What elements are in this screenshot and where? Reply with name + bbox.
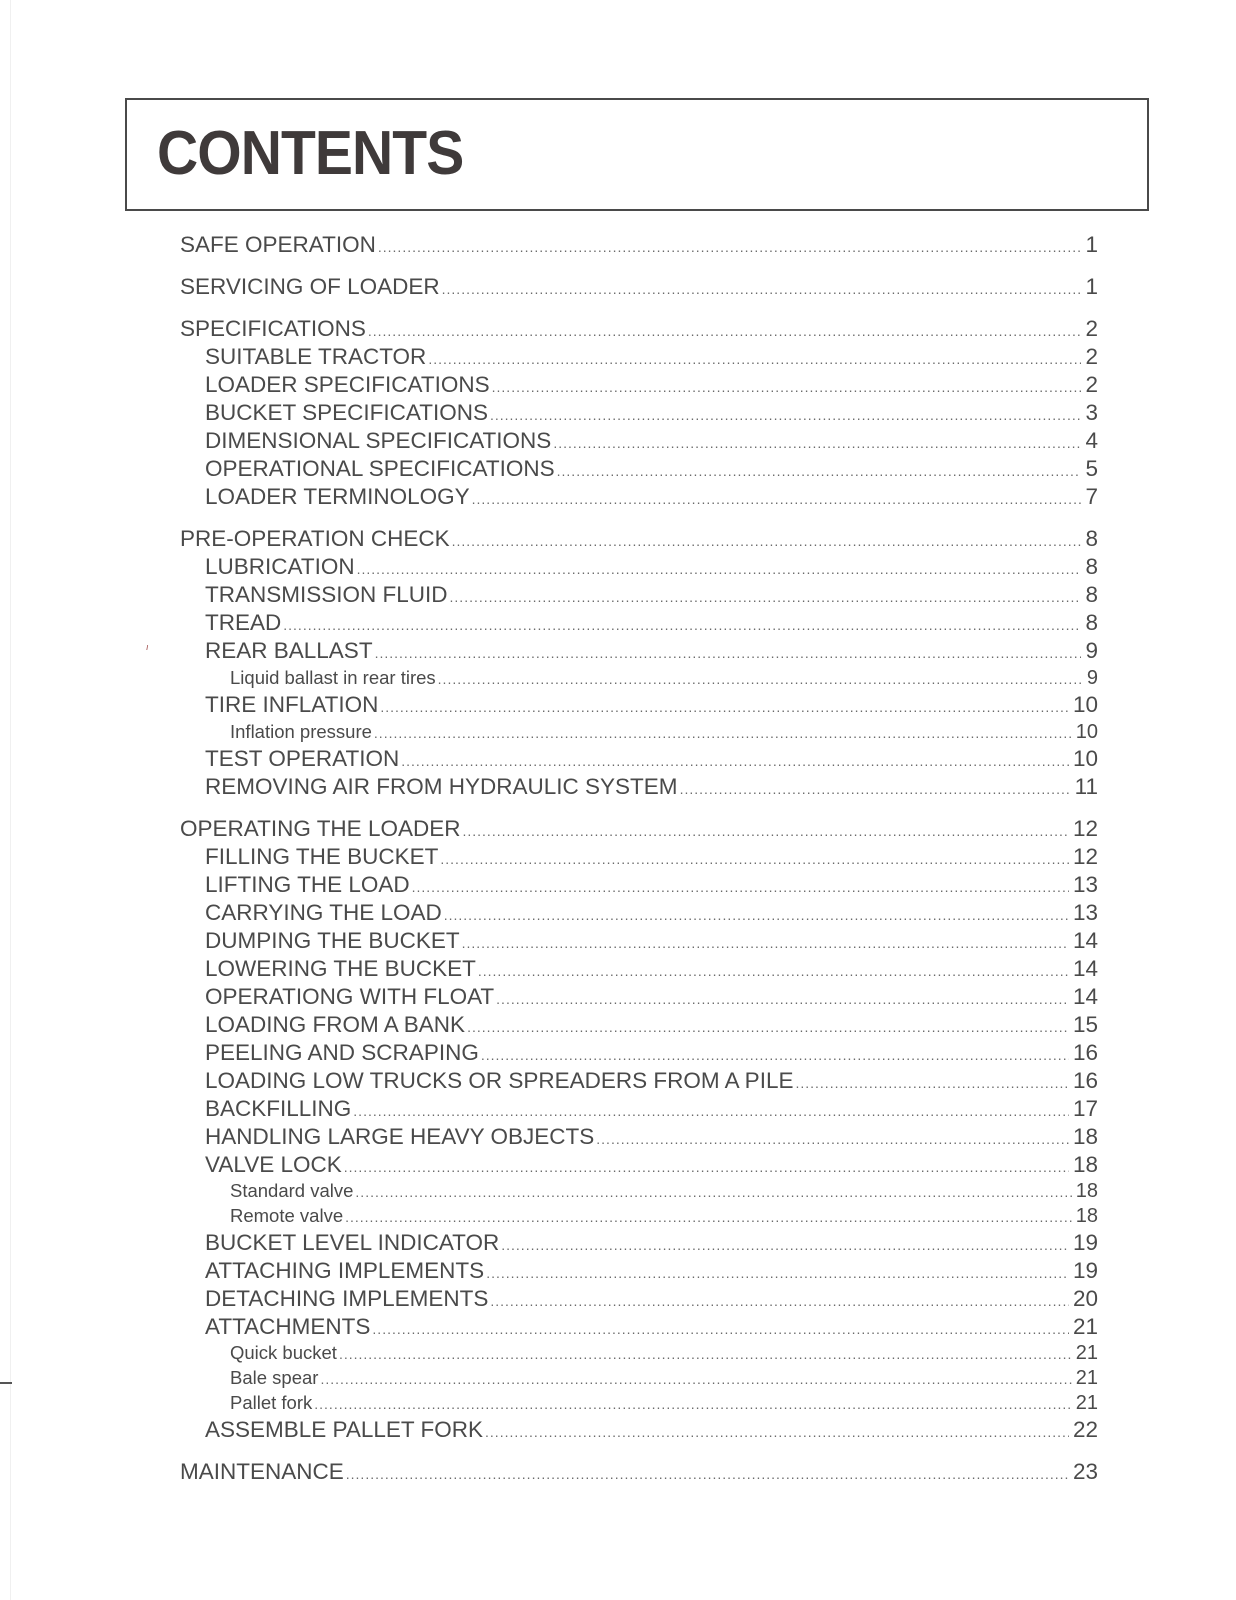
toc-entry-page: 1 — [1085, 232, 1098, 257]
toc-entry-page: 18 — [1075, 1180, 1098, 1202]
toc-entry-page: 10 — [1072, 746, 1098, 771]
toc-entry-label: ATTACHMENTS — [205, 1314, 371, 1339]
toc-entry-label: CARRYING THE LOAD — [205, 900, 442, 925]
toc-entry[interactable] — [180, 1152, 1098, 1178]
toc-entry[interactable] — [180, 1012, 1098, 1038]
toc-entry[interactable] — [180, 928, 1098, 954]
toc-entry-page: 18 — [1072, 1152, 1098, 1177]
toc-entry-label: HANDLING LARGE HEAVY OBJECTS — [205, 1124, 595, 1149]
toc-entry[interactable] — [180, 774, 1098, 800]
toc-entry-page: 18 — [1072, 1124, 1098, 1149]
toc-entry-page: 19 — [1072, 1258, 1098, 1283]
toc-entry-page: 20 — [1072, 1286, 1098, 1311]
dot-leader — [401, 753, 1069, 769]
toc-entry[interactable] — [180, 1230, 1098, 1256]
toc-entry-label: Quick bucket — [230, 1342, 337, 1363]
dot-leader — [440, 851, 1069, 867]
dot-leader — [314, 1396, 1071, 1412]
toc-entry-label: TEST OPERATION — [205, 746, 400, 771]
toc-entry[interactable] — [180, 484, 1098, 510]
toc-entry-label: TRANSMISSION FLUID — [205, 582, 448, 607]
dot-leader — [345, 1209, 1072, 1225]
dot-leader — [320, 1371, 1071, 1387]
dot-leader — [492, 379, 1082, 395]
toc-entry[interactable] — [180, 1205, 1098, 1228]
toc-entry-page: 1 — [1085, 274, 1098, 299]
toc-entry[interactable] — [180, 1258, 1098, 1284]
toc-entry-label: OPERATING THE LOADER — [180, 816, 461, 841]
toc-entry[interactable] — [180, 956, 1098, 982]
dot-leader — [557, 463, 1082, 479]
toc-entry-page: 4 — [1085, 428, 1098, 453]
toc-entry-label: LIFTING THE LOAD — [205, 872, 410, 897]
toc-entry-label: DIMENSIONAL SPECIFICATIONS — [205, 428, 552, 453]
toc-entry[interactable] — [180, 456, 1098, 482]
toc-entry-label: LUBRICATION — [205, 554, 355, 579]
toc-entry-label: REMOVING AIR FROM HYDRAULIC SYSTEM — [205, 774, 678, 799]
toc-entry-page: 10 — [1075, 721, 1098, 743]
dot-leader — [357, 561, 1082, 577]
toc-entry[interactable] — [180, 692, 1098, 718]
toc-entry[interactable] — [180, 1314, 1098, 1340]
toc-entry-label: Remote valve — [230, 1205, 344, 1226]
dot-leader — [374, 725, 1072, 741]
toc-entry-label: DETACHING IMPLEMENTS — [205, 1286, 489, 1311]
toc-entry[interactable] — [180, 816, 1098, 842]
toc-entry-label: Inflation pressure — [230, 721, 372, 742]
toc-entry-page: 22 — [1072, 1417, 1098, 1442]
toc-entry-label: Standard valve — [230, 1180, 354, 1201]
toc-entry-page: 16 — [1072, 1040, 1098, 1065]
toc-entry-label: SPECIFICATIONS — [180, 316, 366, 341]
dot-leader — [680, 781, 1071, 797]
toc-entry-label: OPERATIONAL SPECIFICATIONS — [205, 456, 555, 481]
dot-leader — [355, 1184, 1071, 1200]
toc-entry[interactable] — [180, 1459, 1098, 1485]
dot-leader — [353, 1103, 1069, 1119]
toc-entry-page: 14 — [1072, 956, 1098, 981]
toc-entry[interactable] — [180, 274, 1098, 300]
dot-leader — [339, 1346, 1072, 1362]
dot-leader — [481, 1047, 1069, 1063]
toc-entry-label: REAR BALLAST — [205, 638, 373, 663]
toc-entry-page: 21 — [1072, 1314, 1098, 1339]
dot-leader — [486, 1265, 1069, 1281]
toc-entry-label: BUCKET LEVEL INDICATOR — [205, 1230, 500, 1255]
toc-entry-page: 9 — [1085, 638, 1098, 663]
toc-entry-label: VALVE LOCK — [205, 1152, 342, 1177]
toc-entry-label: FILLING THE BUCKET — [205, 844, 439, 869]
toc-entry-page: 17 — [1072, 1096, 1098, 1121]
toc-entry-page: 2 — [1085, 316, 1098, 341]
dot-leader — [467, 1019, 1069, 1035]
toc-entry-page: 21 — [1075, 1392, 1098, 1414]
toc-entry-page: 7 — [1085, 484, 1098, 509]
dot-leader — [368, 323, 1082, 339]
toc-entry[interactable] — [180, 984, 1098, 1010]
toc-entry[interactable] — [180, 526, 1098, 552]
toc-entry-label: OPERATIONG WITH FLOAT — [205, 984, 495, 1009]
toc-entry-label: SUITABLE TRACTOR — [205, 344, 427, 369]
toc-entry-label: TIRE INFLATION — [205, 692, 379, 717]
toc-entry-page: 13 — [1072, 900, 1098, 925]
toc-entry-label: DUMPING THE BUCKET — [205, 928, 460, 953]
toc-entry-label: PRE-OPERATION CHECK — [180, 526, 450, 551]
toc-entry-label: LOWERING THE BUCKET — [205, 956, 476, 981]
toc-entry-page: 14 — [1072, 928, 1098, 953]
toc-entry-page: 2 — [1085, 372, 1098, 397]
toc-entry-label: Pallet fork — [230, 1392, 313, 1413]
toc-entry[interactable] — [180, 554, 1098, 580]
dot-leader — [450, 589, 1082, 605]
toc-entry[interactable] — [180, 610, 1098, 636]
scan-edge-mark — [0, 1382, 12, 1384]
toc-entry[interactable] — [180, 1124, 1098, 1150]
toc-entry-page: 19 — [1072, 1230, 1098, 1255]
toc-entry[interactable] — [180, 1392, 1098, 1415]
dot-leader — [462, 823, 1068, 839]
dot-leader — [442, 281, 1082, 297]
toc-entry-label: LOADER SPECIFICATIONS — [205, 372, 490, 397]
dot-leader — [501, 1237, 1069, 1253]
toc-entry[interactable] — [180, 344, 1098, 370]
toc-entry-label: Bale spear — [230, 1367, 319, 1388]
toc-entry-page: 8 — [1085, 526, 1098, 551]
dot-leader — [472, 491, 1082, 507]
toc-entry[interactable] — [180, 582, 1098, 608]
title-box — [125, 98, 1149, 211]
toc-entry-label: Liquid ballast in rear tires — [230, 667, 436, 688]
toc-entry-page: 21 — [1075, 1342, 1098, 1364]
toc-entry-label: ATTACHING IMPLEMENTS — [205, 1258, 485, 1283]
toc-entry-label: PEELING AND SCRAPING — [205, 1040, 479, 1065]
stray-ink-mark: ı — [146, 642, 149, 652]
toc-entry[interactable] — [180, 372, 1098, 398]
toc-entry-page: 16 — [1072, 1068, 1098, 1093]
toc-entry[interactable] — [180, 1367, 1098, 1390]
toc-entry-label: SERVICING OF LOADER — [180, 274, 440, 299]
toc-entry-page: 12 — [1072, 816, 1098, 841]
dot-leader — [412, 879, 1069, 895]
toc-entry-page: 8 — [1085, 554, 1098, 579]
toc-entry[interactable] — [180, 1342, 1098, 1365]
toc-entry[interactable] — [180, 746, 1098, 772]
dot-leader — [452, 533, 1082, 549]
toc-entry-page: 11 — [1074, 774, 1098, 799]
toc-entry[interactable] — [180, 1096, 1098, 1122]
toc-entry-label: LOADER TERMINOLOGY — [205, 484, 470, 509]
dot-leader — [596, 1131, 1069, 1147]
scan-page-edge — [10, 0, 11, 1600]
toc-entry[interactable] — [180, 844, 1098, 870]
toc-entry-page: 21 — [1075, 1367, 1098, 1389]
dot-leader — [372, 1321, 1069, 1337]
dot-leader — [553, 435, 1081, 451]
dot-leader — [444, 907, 1069, 923]
toc-entry[interactable] — [180, 1040, 1098, 1066]
toc-entry[interactable] — [180, 721, 1098, 744]
toc-entry-label: TREAD — [205, 610, 282, 635]
dot-leader — [346, 1466, 1069, 1482]
dot-leader — [344, 1159, 1069, 1175]
dot-leader — [490, 407, 1082, 423]
toc-entry[interactable] — [180, 667, 1098, 690]
toc-entry-label: LOADING LOW TRUCKS OR SPREADERS FROM A PILE — [205, 1068, 794, 1093]
toc-entry-page: 18 — [1075, 1205, 1098, 1227]
toc-entry[interactable] — [180, 1417, 1098, 1443]
dot-leader — [375, 645, 1082, 661]
toc-entry-label: LOADING FROM A BANK — [205, 1012, 466, 1037]
dot-leader — [283, 617, 1081, 633]
dot-leader — [496, 991, 1069, 1007]
toc-entry-page: 10 — [1072, 692, 1098, 717]
toc-entry-label: BUCKET SPECIFICATIONS — [205, 400, 488, 425]
toc-entry-page: 15 — [1072, 1012, 1098, 1037]
toc-entry-page: 3 — [1085, 400, 1098, 425]
toc-entry[interactable] — [180, 428, 1098, 454]
toc-entry[interactable] — [180, 232, 1098, 258]
dot-leader — [428, 351, 1081, 367]
toc-entry[interactable] — [180, 400, 1098, 426]
toc-entry[interactable] — [180, 1180, 1098, 1203]
toc-entry[interactable] — [180, 1286, 1098, 1312]
toc-entry-page: 23 — [1072, 1459, 1098, 1484]
dot-leader — [490, 1293, 1069, 1309]
toc-entry-page: 8 — [1085, 610, 1098, 635]
toc-entry-label: MAINTENANCE — [180, 1459, 344, 1484]
toc-entry-label: ASSEMBLE PALLET FORK — [205, 1417, 484, 1442]
toc-entry[interactable] — [180, 316, 1098, 342]
toc-entry[interactable] — [180, 900, 1098, 926]
dot-leader — [478, 963, 1069, 979]
dot-leader — [380, 699, 1069, 715]
toc-entry-page: 2 — [1085, 344, 1098, 369]
toc-entry-page: 5 — [1085, 456, 1098, 481]
toc-entry-page: 14 — [1072, 984, 1098, 1009]
toc-entry[interactable] — [180, 872, 1098, 898]
toc-entry-page: 8 — [1085, 582, 1098, 607]
toc-entry-page: 9 — [1086, 667, 1098, 689]
dot-leader — [462, 935, 1069, 951]
page-title: CONTENTS — [157, 119, 464, 188]
dot-leader — [795, 1075, 1069, 1091]
toc-entry-page: 13 — [1072, 872, 1098, 897]
toc-entry-label: SAFE OPERATION — [180, 232, 376, 257]
dot-leader — [438, 671, 1083, 687]
dot-leader — [485, 1424, 1069, 1440]
toc-entry[interactable] — [180, 638, 1098, 664]
toc-entry-page: 12 — [1072, 844, 1098, 869]
dot-leader — [378, 239, 1082, 255]
toc-entry[interactable] — [180, 1068, 1098, 1094]
toc-entry-label: BACKFILLING — [205, 1096, 352, 1121]
